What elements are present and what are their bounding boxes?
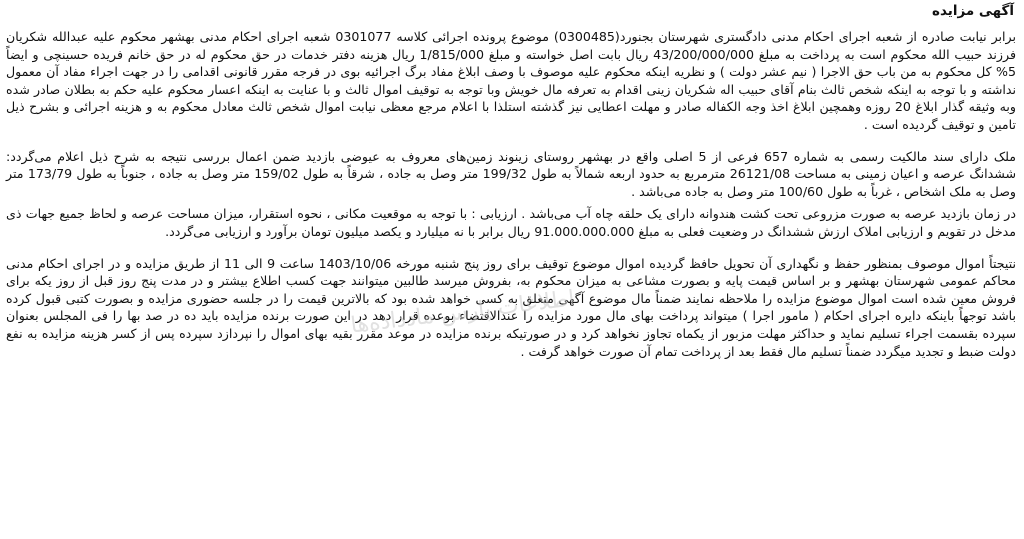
notice-title: آگهی مزایده [932,3,1014,19]
notice-paragraph-3: در زمان بازدید عرصه به صورت مزروعی تحت کشت هندوانه دارای یک حلقه چاه آب می‌باشد . ارزیابی : با توجه به موقعیت مکانی ، نحوه استقرار، میزان مساحت عرصه و لحاظ جمیع جهات ذی مدخل در تقویم و ارزیابی املاک ارزش ششدانگ در وضعیت فعلی به مبلغ 91.000.000.000 ریال برابر با نه میلیارد و یکصد میلیون تومان برآورد و ارزیابی می‌گردد. [6,206,1016,239]
notice-paragraph-4: نتیجتاً اموال موصوف بمنظور حفظ و نگهداری آن تحویل حافظ گردیده اموال موضوع توقیف برای روز پنج شنبه مورخه 1403/10/06 ساعت 9 الی 11 از طریق مزایده و در اجرای احکام مدنی محاکم عمومی شهرستان بهشهر و بر اساس قیمت پایه و بصورت مشاعی به میزان محکوم به، بفروش میرسد طالبین میتوانند جهت کسب اطلاع بیشتر و در مدت پنج روز قبل از روز یکه برای فروش معین شده است اموال موضوع مزایده را ملاحظه نمایند ضمناً مال موضوع آگهی متعلق به کسی خواهد شده بود که بالاترین قیمت را در جلسه حضوری مزایده و بصورت کتبی قبول کرده باشد توجهاً باینکه دایره اجرای احکام ( مامور اجرا ) میتواند پرداخت بهای مال مورد مزایده را عندالاقتضاء بوعده قرار دهد در این صورت برنده مزایده باید ده در صد بها را فی المجلس بعنوان سپرده بقسمت اجراء تسلیم نماید و حداکثر مهلت مزبور از یکماه تجاوز نخواهد کرد و در صورتیکه برنده مزایده در موعد مقرر بقیه بهای اموال را نپردازد سپرده پس از کسر هزینه مزایده به نفع دولت ضبط و تجدید میگردد ضمناً تسلیم مال فقط بعد از پرداخت تمام آن صورت خواهد گرفت . [6,255,1017,359]
notice-paragraph-2: ملک دارای سند مالکیت رسمی به شماره 657 فرعی از 5 اصلی واقع در بهشهر روستای زینوند زمین‌های معروف به عیوضی بازدید ضمن اعمال بررسی نتیجه به شرح ذیل اعلام می‌گردد: ششدانگ عرصه و اعیان زمینی به مساحت 26121/08 مترمربع به حدود اربعه شمالاً به طول 199/32 متر وصل به جاده ، شرقاً به طول 159/02 متر وصل به جاده ، جنوباً به طول 173/79 متر وصل به ملک اشخاص ، غرباً به طول 100/60 متر وصل به جاده می‌باشد . [6,148,1017,199]
watermark-logo: اطلاعات پارس مادداده‌ها [349,286,577,339]
notice-paragraph-1: برابر نیابت صادره از شعبه اجرای احکام مدنی دادگستری شهرستان بجنورد(0300485) موضوع پرونده اجرائی کلاسه 0301077 شعبه اجرای احکام مدنی بهشهر محکوم علیه عبدالله شکریان فرزند حبیب الله محکوم است به پرداخت به مبلغ 43/200/000/000 ریال بابت اصل خواسته و مبلغ 1/815/000 ریال هزینه دفتر خدمات در حق محکوم له در حق خانم فریده حسینچی و ایضاً 5% کل محکوم به من باب حق الاجرا ( نیم عشر دولت ) و نظریه اینکه محکوم علیه موصوف با وصف ابلاغ مفاد برگ اجرائیه بوی در فرجه مقرر قانونی اقدامی را در جهت اجراء مفاد آن معمول نداشته و با توجه به اینکه شخص ثالث بنام آقای حبیب اله شکریان زینی اقدام به تعرفه مال خویش وبا توجه به توقیف اموال ثالث و با عنایت به اینکه اعسار محکوم علیه حکم به بطلان صادر شده وبه وثیقه گذار ابلاغ 20 روزه وهمچین ابلاغ اخذ وجه الکفاله صادر و مهلت اعطایی نیز گذشته استلذا با اعلام مرجع معظی نیابت اموال شخص ثالث معادل محکوم به و هزینه اجرائی و بشرح ذیل تامین و توقیف گردیده است . [6,29,1016,132]
